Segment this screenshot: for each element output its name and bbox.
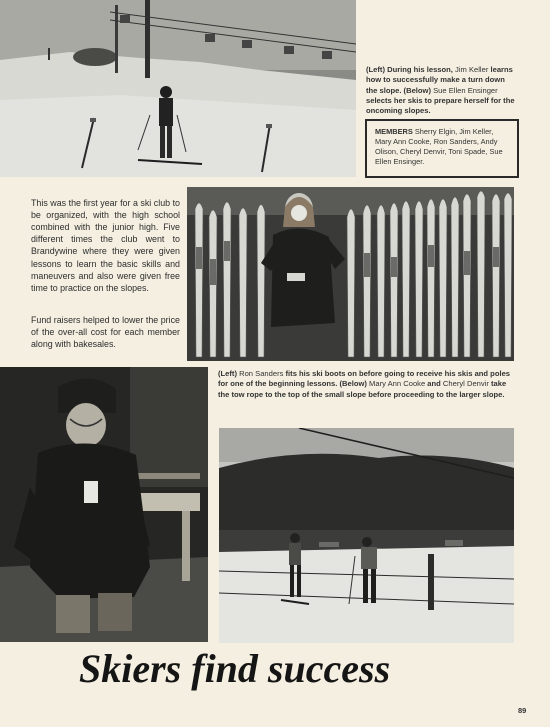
members-box (365, 119, 519, 178)
body-paragraph-2: Fund raisers helped to lower the price of the over-all cost for each member along with bakesales. (31, 315, 180, 350)
caption-top-lead: (Left) During his lesson, (366, 65, 453, 74)
members-names: Sherry Elgin, Jim Keller, Mary Ann Cooke, Ron Sanders, Andy Olison, Cheryl Denvir, Toni Spade, Sue Ellen Ensinger. (375, 127, 503, 167)
page-headline: Skiers find success (79, 646, 391, 691)
caption-mid-name-1: Ron Sanders (236, 369, 286, 378)
photo-ski-selection (187, 187, 514, 361)
caption-top-name-1: Jim Keller (452, 65, 491, 74)
body-paragraph-1: This was the first year for a ski club to be organized, with the high school combined with the junior high. Five different times the club went to Brandywine where they were given lessons to learn the basic skills and maneuvers and also were given free time to practice on the slopes. (31, 198, 180, 293)
photo-tow-rope (219, 428, 514, 643)
caption-middle (218, 369, 518, 400)
photo-skier-lesson (0, 0, 356, 177)
caption-mid-lead: (Left) (218, 369, 237, 378)
photo-ski-boots (0, 367, 208, 642)
caption-mid-name-2: Mary Ann Cooke (366, 379, 428, 389)
caption-top-name-2: Sue Ellen Ensinger (430, 85, 498, 95)
caption-mid-name-3: Cheryl Denvir (440, 379, 492, 389)
caption-mid-text: fits his ski boots on before going to receive his skis and poles for one of the beginning lessons. (Below) (218, 369, 511, 389)
caption-top (366, 65, 516, 117)
caption-top-tail: selects her skis to prepare herself for the oncoming slopes. (366, 95, 515, 116)
caption-top-mid: learns how to successfully make a turn down the slope. (Below) (366, 65, 513, 95)
members-label: MEMBERS (375, 127, 413, 136)
caption-mid-and: and (427, 379, 441, 389)
caption-mid-tail: take the tow rope to the top of the small slope before proceeding to the larger slope. (218, 379, 507, 399)
page-number: 89 (518, 706, 527, 715)
